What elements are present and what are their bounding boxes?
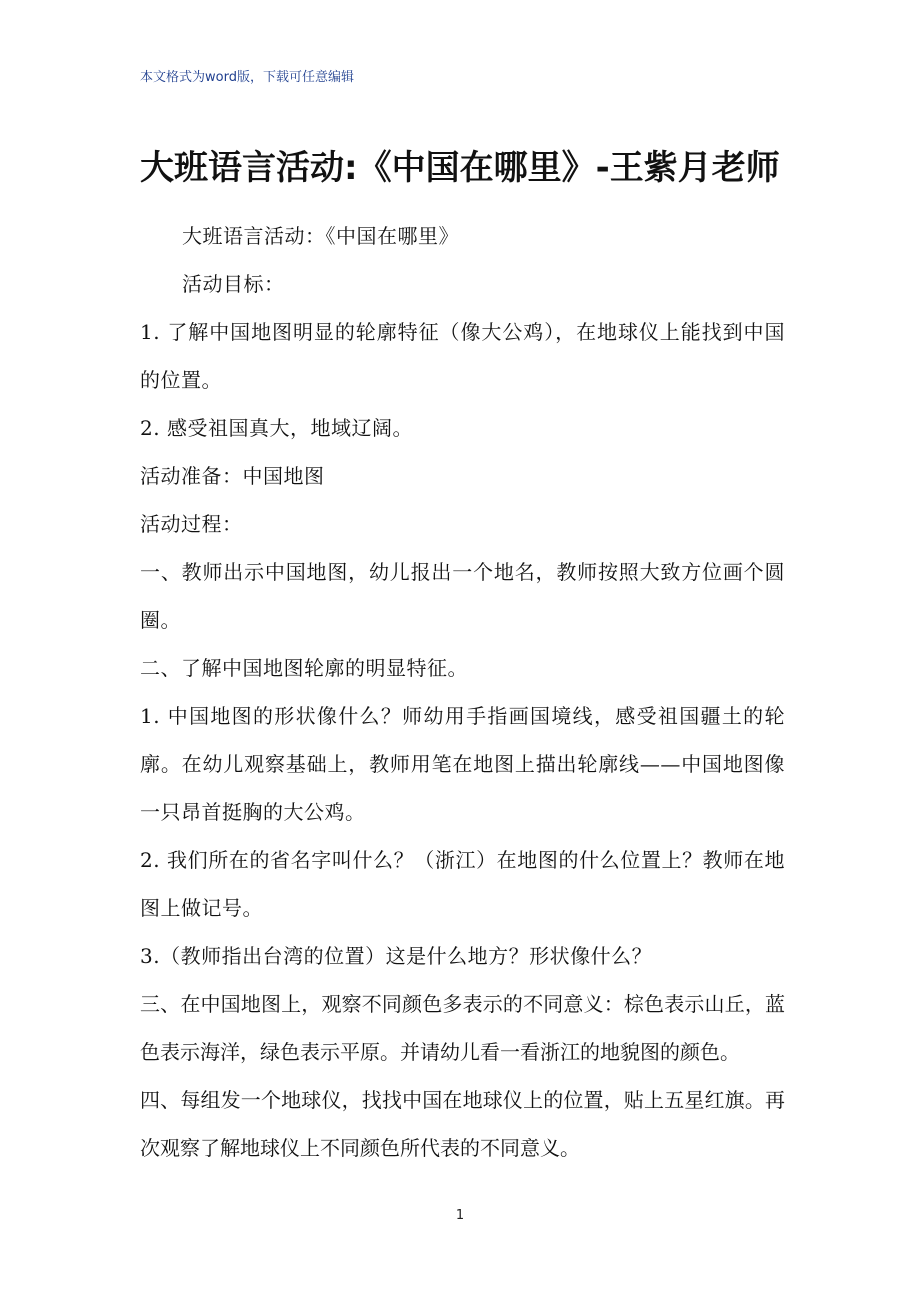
paragraph-process-heading: 活动过程：: [140, 512, 243, 536]
document-title: 大班语言活动:《中国在哪里》-王紫月老师: [140, 148, 780, 188]
paragraph-step-2: 二、了解中国地图轮廓的明显特征。: [140, 656, 468, 680]
paragraph-objective-1: 1. 了解中国地图明显的轮廓特征（像大公鸡），在地球仪上能找到中国的位置。: [140, 320, 785, 392]
page-number: 1: [455, 1208, 465, 1223]
paragraph-step-1: 一、教师出示中国地图，幼儿报出一个地名，教师按照大致方位画个圆圈。: [140, 560, 785, 632]
paragraph-step-2-item-3: 3.（教师指出台湾的位置）这是什么地方？形状像什么？: [140, 944, 653, 968]
paragraph-step-3: 三、在中国地图上，观察不同颜色多表示的不同意义：棕色表示山丘，蓝色表示海洋，绿色表示平原。并请幼儿看一看浙江的地貌图的颜色。: [140, 992, 785, 1064]
paragraph-preparation: 活动准备：中国地图: [140, 464, 325, 488]
paragraph-step-2-item-1: 1. 中国地图的形状像什么？师幼用手指画国境线，感受祖国疆土的轮廓。在幼儿观察基础上，教师用笔在地图上描出轮廓线——中国地图像一只昂首挺胸的大公鸡。: [140, 704, 785, 824]
paragraph-step-2-item-2: 2. 我们所在的省名字叫什么？（浙江）在地图的什么位置上？教师在地图上做记号。: [140, 848, 785, 920]
paragraph-objective-2: 2. 感受祖国真大，地域辽阔。: [140, 416, 413, 440]
document-header-note: 本文格式为word版，下载可任意编辑: [140, 70, 354, 85]
paragraph-objectives-heading: 活动目标：: [182, 272, 285, 296]
paragraph-step-4: 四、每组发一个地球仪，找找中国在地球仪上的位置，贴上五星红旗。再次观察了解地球仪上不同颜色所代表的不同意义。: [140, 1088, 785, 1160]
paragraph-subtitle: 大班语言活动：《中国在哪里》: [182, 224, 459, 248]
document-body: [140, 212, 785, 1172]
